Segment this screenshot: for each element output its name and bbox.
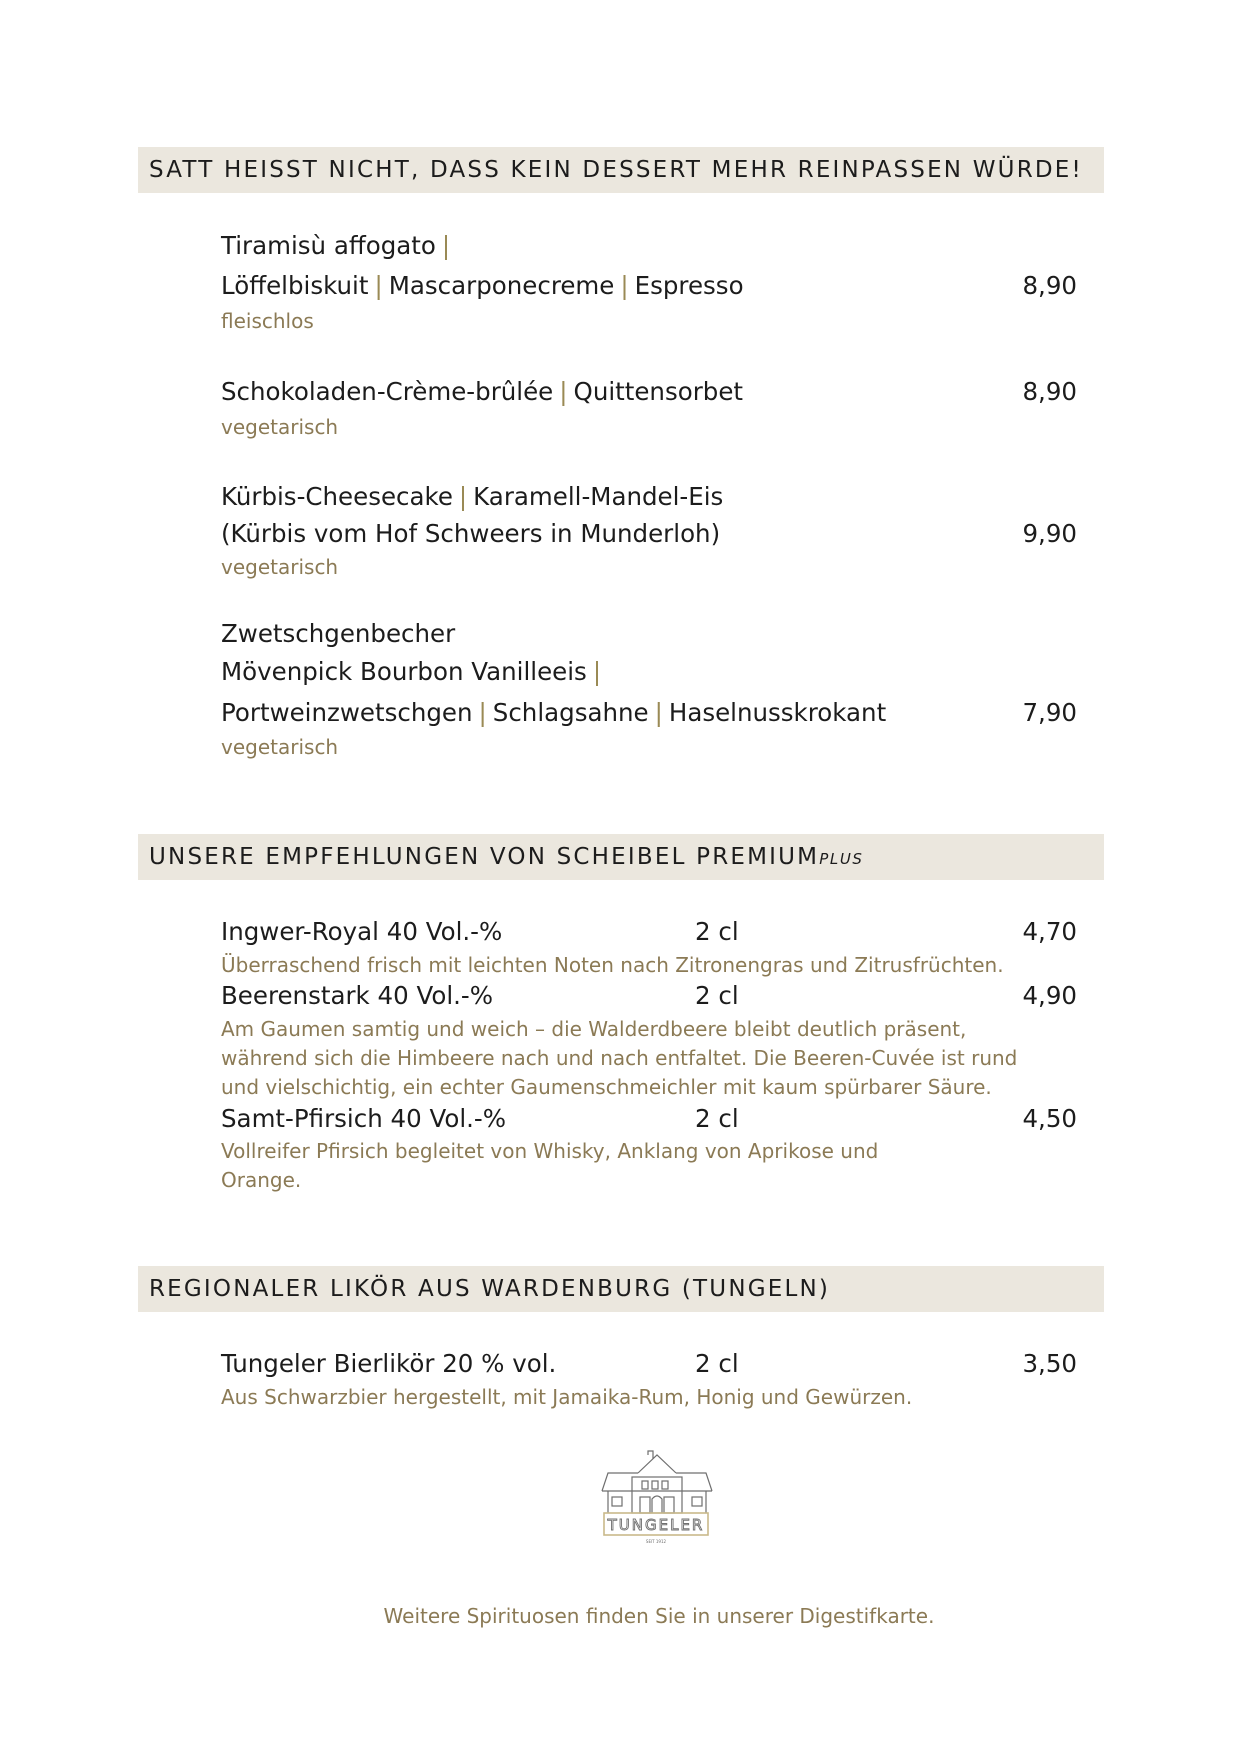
item-price: 8,90	[1022, 271, 1077, 300]
menu-item-components	[221, 271, 744, 301]
component: Quittensorbet	[573, 377, 744, 406]
spirit-name: Beerenstark 40 Vol.-%	[221, 981, 494, 1010]
component: Schlagsahne	[492, 698, 649, 727]
diet-note: vegetarisch	[221, 735, 339, 759]
component: Espresso	[634, 271, 744, 300]
separator: |	[592, 657, 602, 686]
spirit-description: und vielschichtig, ein echter Gaumenschmeichler mit kaum spürbarer Säure.	[221, 1075, 992, 1099]
menu-item-name: Zwetschgenbecher	[221, 619, 456, 648]
spirit-quantity: 2 cl	[695, 1349, 739, 1378]
menu-item-name	[221, 482, 723, 512]
separator: |	[374, 271, 383, 300]
menu-item-name	[221, 231, 456, 261]
diet-note: vegetarisch	[221, 415, 339, 439]
section-title-suffix: PLUS	[819, 850, 864, 868]
item-price: 4,70	[1022, 917, 1077, 946]
menu-item-name	[221, 377, 743, 407]
component: Löffelbiskuit	[221, 271, 369, 300]
tungeler-house-logo	[598, 1447, 716, 1547]
menu-item-components	[221, 657, 607, 687]
item-name-text: Tiramisù affogato	[221, 231, 436, 260]
component: Mövenpick Bourbon Vanilleeis	[221, 657, 587, 686]
diet-note: vegetarisch	[221, 555, 339, 579]
spirit-name: Samt-Pfirsich 40 Vol.-%	[221, 1104, 507, 1133]
spirit-description: Aus Schwarzbier hergestellt, mit Jamaika-Rum, Honig und Gewürzen.	[221, 1385, 913, 1409]
section-title-premium	[138, 834, 1104, 880]
component: Haselnusskrokant	[668, 698, 887, 727]
item-price: 7,90	[1022, 698, 1077, 727]
separator: |	[620, 271, 629, 300]
component: Kürbis-Cheesecake	[221, 482, 453, 511]
section-title-dessert	[138, 147, 1104, 193]
separator: |	[458, 482, 468, 511]
item-price: 3,50	[1022, 1349, 1077, 1378]
item-price: 8,90	[1022, 377, 1077, 406]
component: Schokoladen-Crème-brûlée	[221, 377, 554, 406]
spirit-name: Ingwer-Royal 40 Vol.-%	[221, 917, 503, 946]
footer-note: Weitere Spirituosen finden Sie in unserer Digestifkarte.	[383, 1604, 935, 1628]
spirit-description: Orange.	[221, 1168, 302, 1192]
spirit-quantity: 2 cl	[695, 981, 739, 1010]
item-price: 4,50	[1022, 1104, 1077, 1133]
spirit-quantity: 2 cl	[695, 1104, 739, 1133]
item-price: 9,90	[1022, 519, 1077, 548]
section-title-text: UNSERE EMPFEHLUNGEN VON SCHEIBEL PREMIUM	[149, 844, 820, 870]
item-price: 4,90	[1022, 981, 1077, 1010]
spirit-quantity: 2 cl	[695, 917, 739, 946]
spirit-description: Vollreifer Pfirsich begleitet von Whisky, Anklang von Aprikose und	[221, 1139, 879, 1163]
separator: |	[559, 377, 568, 406]
separator: |	[441, 231, 451, 260]
separator: |	[654, 698, 663, 727]
component: Mascarponecreme	[388, 271, 615, 300]
diet-note: fleischlos	[221, 309, 314, 333]
spirit-description: Überraschend frisch mit leichten Noten nach Zitronengras und Zitrusfrüchten.	[221, 953, 1004, 977]
spirit-description: Am Gaumen samtig und weich – die Walderdbeere bleibt deutlich präsent,	[221, 1017, 967, 1041]
section-title-text: REGIONALER LIKÖR AUS WARDENBURG (TUNGELN)	[149, 1276, 831, 1302]
separator: |	[478, 698, 487, 727]
component: Portweinzwetschgen	[221, 698, 473, 727]
section-title-regional	[138, 1266, 1104, 1312]
menu-item-components	[221, 698, 886, 728]
menu-item-origin: (Kürbis vom Hof Schweers in Munderloh)	[221, 519, 721, 548]
logo-subtext: SEIT 1912	[645, 1539, 667, 1544]
spirit-name: Tungeler Bierlikör 20 % vol.	[221, 1349, 557, 1378]
logo-wordmark: TUNGELER	[607, 1516, 705, 1534]
spirit-description: während sich die Himbeere nach und nach entfaltet. Die Beeren-Cuvée ist rund	[221, 1046, 1018, 1070]
component: Karamell-Mandel-Eis	[473, 482, 724, 511]
section-title-text: SATT HEISST NICHT, DASS KEIN DESSERT MEHR REINPASSEN WÜRDE!	[149, 157, 1083, 183]
